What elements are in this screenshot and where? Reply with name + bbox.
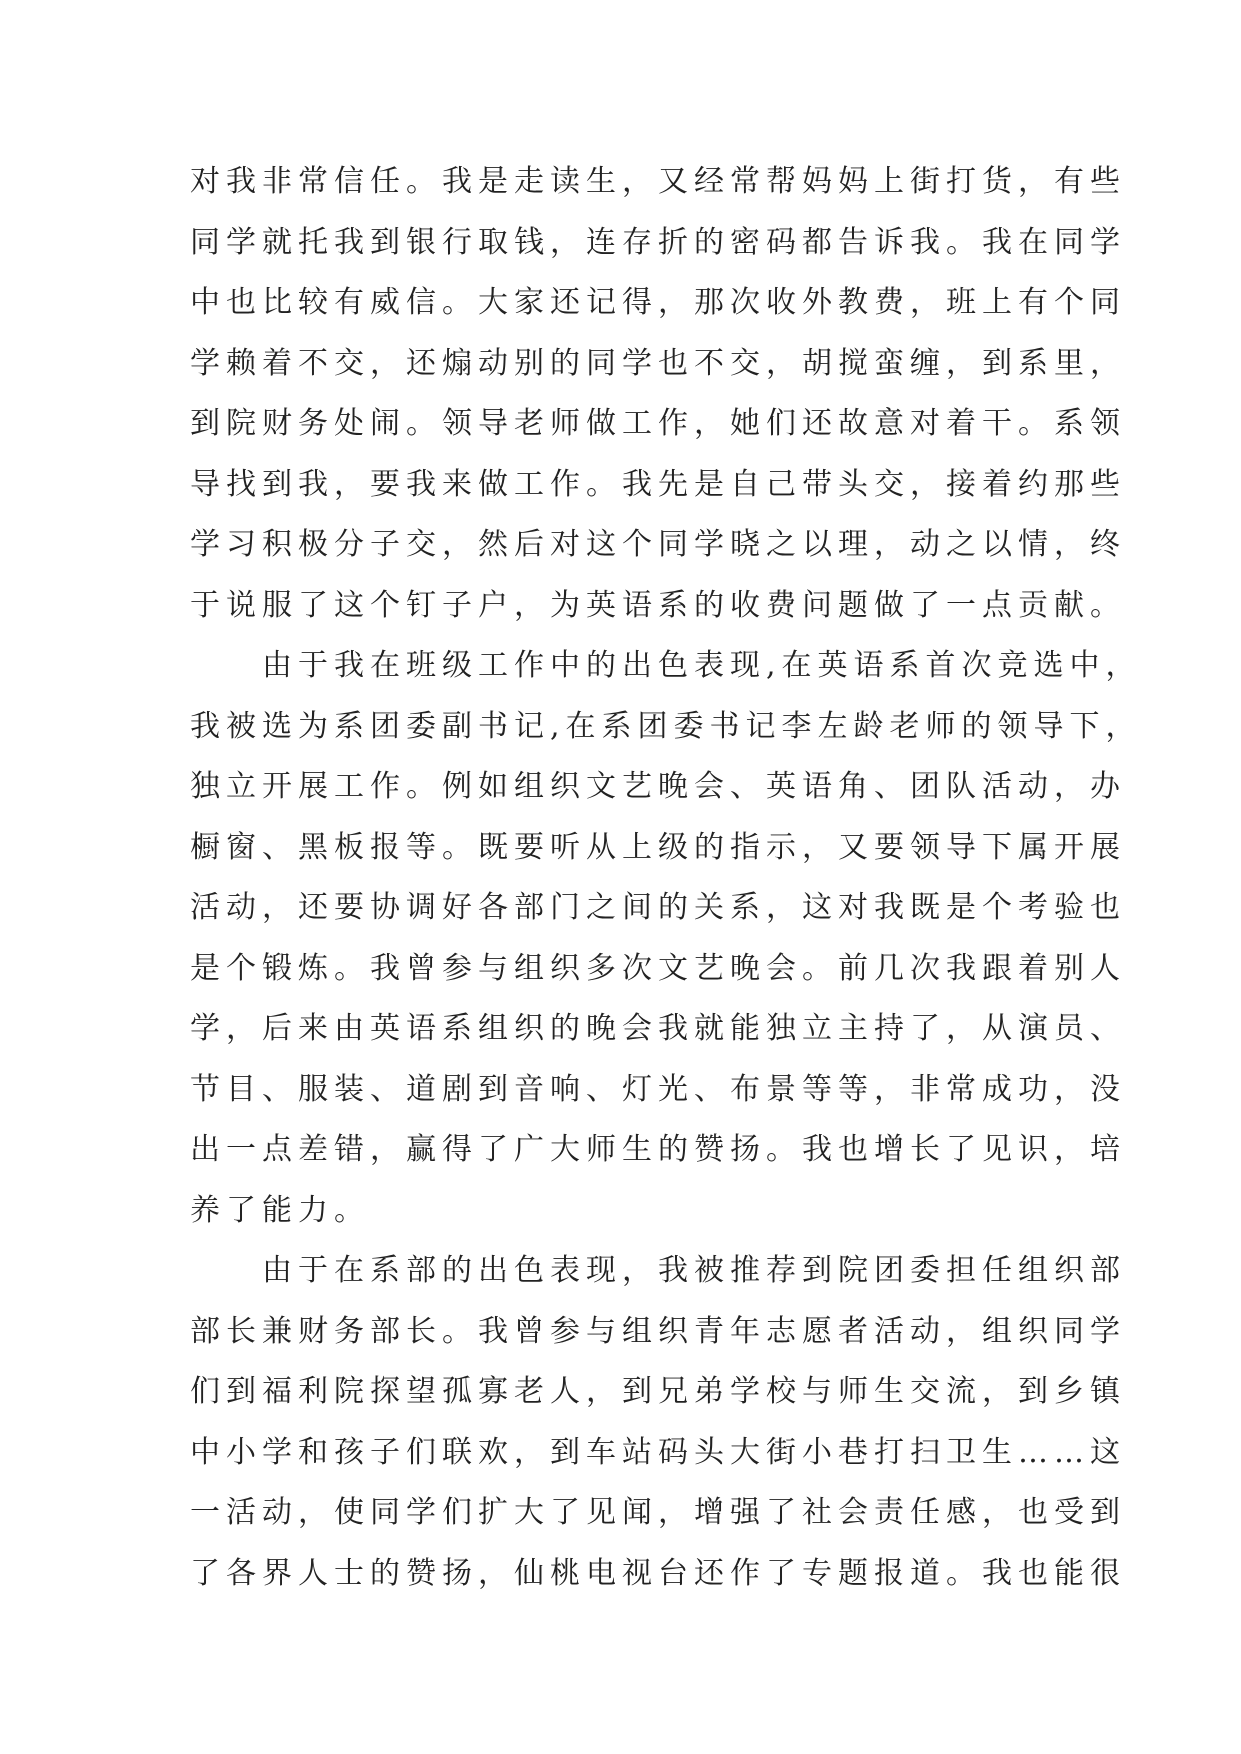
text-line: 学习积极分子交，然后对这个同学晓之以理，动之以情，终 <box>190 527 1126 562</box>
text-line: 养了能力。 <box>190 1192 370 1228</box>
text-line: 对我非常信任。我是走读生，又经常帮妈妈上街打货，有些 <box>190 164 1126 199</box>
text-line: 一活动，使同学们扩大了见闻，增强了社会责任感，也受到 <box>190 1495 1126 1530</box>
text-line: 中也比较有威信。大家还记得，那次收外教费，班上有个同 <box>190 285 1126 320</box>
text-line: 学赖着不交，还煽动别的同学也不交，胡搅蛮缠，到系里， <box>190 345 1126 381</box>
text-line: 部长兼财务部长。我曾参与组织青年志愿者活动，组织同学 <box>190 1313 1126 1349</box>
text-line: 由于我在班级工作中的出色表现,在英语系首次竞选中， <box>190 648 1142 683</box>
text-line: 节目、服装、道剧到音响、灯光、布景等等，非常成功，没 <box>190 1071 1126 1107</box>
text-line: 同学就托我到银行取钱，连存折的密码都告诉我。我在同学 <box>190 224 1126 260</box>
text-line: 导找到我，要我来做工作。我先是自己带头交，接着约那些 <box>190 466 1126 502</box>
text-line: 橱窗、黑板报等。既要听从上级的指示，又要领导下属开展 <box>190 829 1126 865</box>
text-line: 我被选为系团委副书记,在系团委书记李左龄老师的领导下， <box>190 708 1142 744</box>
text-line: 是个锻炼。我曾参与组织多次文艺晚会。前几次我跟着别人 <box>190 950 1126 986</box>
text-line: 们到福利院探望孤寡老人，到兄弟学校与师生交流，到乡镇 <box>190 1374 1126 1409</box>
text-line: 了各界人士的赞扬，仙桃电视台还作了专题报道。我也能很 <box>190 1555 1126 1591</box>
text-line: 学，后来由英语系组织的晚会我就能独立主持了，从演员、 <box>190 1011 1126 1046</box>
text-line: 于说服了这个钉子户，为英语系的收费问题做了一点贡献。 <box>190 587 1126 623</box>
text-line: 到院财务处闹。领导老师做工作，她们还故意对着干。系领 <box>190 406 1126 441</box>
text-line: 出一点差错，赢得了广大师生的赞扬。我也增长了见识，培 <box>190 1132 1126 1167</box>
text-line: 活动，还要协调好各部门之间的关系，这对我既是个考验也 <box>190 890 1126 925</box>
text-line: 独立开展工作。例如组织文艺晚会、英语角、团队活动，办 <box>190 769 1126 804</box>
body-text <box>190 152 1142 1604</box>
text-line: 由于在系部的出色表现，我被推荐到院团委担任组织部 <box>190 1253 1126 1288</box>
text-line: 中小学和孩子们联欢，到车站码头大街小巷打扫卫生……这 <box>190 1434 1126 1470</box>
